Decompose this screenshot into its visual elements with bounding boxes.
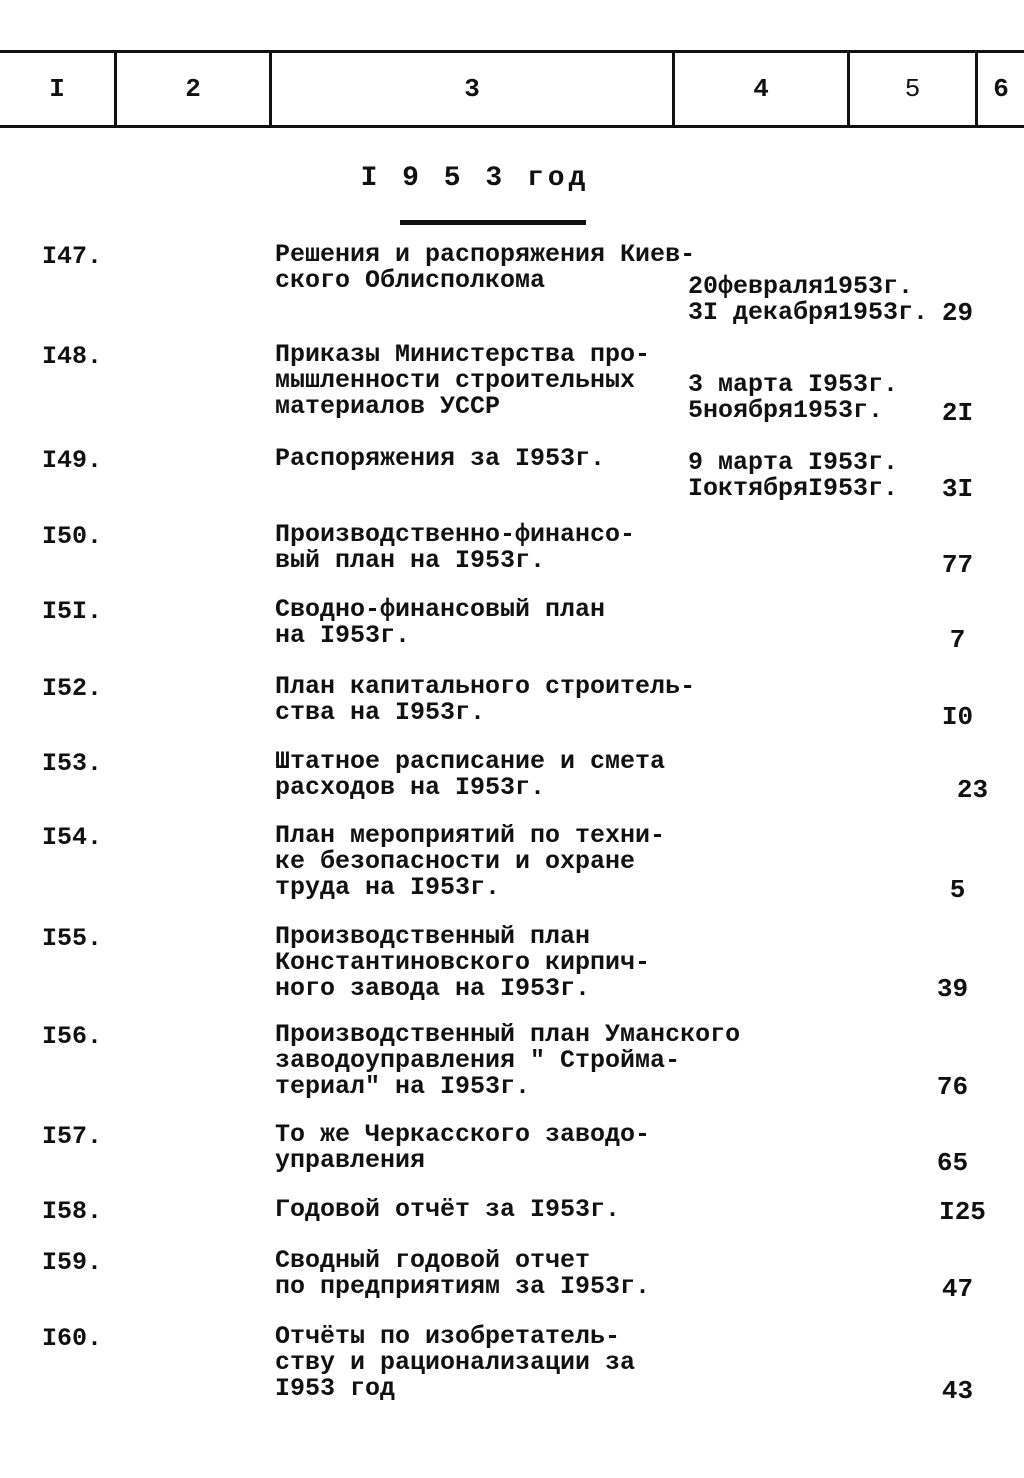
entry-dates: 9 марта I953г. IоктябряI953г. bbox=[688, 448, 899, 503]
entry-number: I5I. bbox=[42, 597, 103, 626]
entry-number: I55. bbox=[42, 924, 103, 953]
entry-title: Отчёты по изобретатель- ству и рационализации за I953 год bbox=[275, 1322, 636, 1403]
entry-sheet-count: 77 bbox=[941, 550, 974, 580]
entry-title: Приказы Министерства про- мышленности строительных материалов УССР bbox=[275, 340, 651, 421]
entry-number: I54. bbox=[42, 823, 103, 852]
entry-number: I52. bbox=[42, 674, 103, 703]
year-heading: I 9 5 3 год bbox=[360, 163, 590, 194]
entry-number: I56. bbox=[42, 1022, 103, 1051]
entry-number: I59. bbox=[42, 1248, 103, 1277]
entry-number: I58. bbox=[42, 1197, 103, 1226]
entry-title: План капитального строитель- ства на I953г. bbox=[275, 672, 696, 727]
entry-number: I49. bbox=[42, 446, 103, 475]
entry-number: I60. bbox=[42, 1324, 103, 1353]
entry-title: Сводный годовой отчет по предприятиям за I953г. bbox=[275, 1246, 651, 1301]
entry-title: Решения и распоряжения Киев- ского Облисполкома bbox=[275, 240, 696, 295]
entry-title: Производственно-финансо- вый план на I953г. bbox=[275, 520, 636, 575]
entry-title: Годовой отчёт за I953г. bbox=[275, 1195, 621, 1224]
column-header-1: I bbox=[49, 74, 65, 104]
entry-title: Штатное расписание и смета расходов на I953г. bbox=[275, 747, 666, 802]
entry-title: Производственный план Уманского заводоуправления " Стройма- териал" на I953г. bbox=[275, 1020, 741, 1101]
entry-sheet-count: 5 bbox=[949, 875, 966, 905]
entry-title: План мероприятий по техни- ке безопасности и охране труда на I953г. bbox=[275, 821, 666, 902]
entry-sheet-count: I0 bbox=[941, 702, 974, 732]
entry-dates: 3 марта I953г. 5ноября1953г. bbox=[688, 370, 899, 425]
entry-sheet-count: 2I bbox=[941, 398, 974, 428]
entry-sheet-count: 43 bbox=[941, 1376, 974, 1406]
entry-number: I48. bbox=[42, 342, 103, 371]
entry-sheet-count: 47 bbox=[941, 1274, 974, 1304]
entry-number: I47. bbox=[42, 242, 103, 271]
column-header-6: 6 bbox=[993, 74, 1009, 104]
entry-sheet-count: 76 bbox=[936, 1072, 969, 1102]
entry-sheet-count: 23 bbox=[956, 775, 989, 805]
entry-number: I50. bbox=[42, 522, 103, 551]
entry-sheet-count: 29 bbox=[941, 298, 974, 328]
entry-sheet-count: 7 bbox=[949, 625, 966, 655]
column-header-4: 4 bbox=[753, 74, 769, 104]
column-header-3: 3 bbox=[464, 74, 480, 104]
entry-number: I53. bbox=[42, 749, 103, 778]
entry-sheet-count: 65 bbox=[936, 1148, 969, 1178]
entry-dates: 20февраля1953г. 3I декабря1953г. bbox=[688, 272, 929, 327]
entry-sheet-count: 39 bbox=[936, 974, 969, 1004]
entry-number: I57. bbox=[42, 1122, 103, 1151]
entry-sheet-count: 3I bbox=[941, 474, 974, 504]
entry-title: Распоряжения за I953г. bbox=[275, 444, 606, 473]
entry-title: Производственный план Константиновского кирпич- ного завода на I953г. bbox=[275, 922, 651, 1003]
entry-title: То же Черкасского заводо- управления bbox=[275, 1120, 651, 1175]
entry-title: Сводно-финансовый план на I953г. bbox=[275, 595, 606, 650]
entry-sheet-count: I25 bbox=[939, 1197, 986, 1227]
column-header-2: 2 bbox=[185, 74, 201, 104]
column-header-row bbox=[0, 50, 1024, 128]
column-header-5: 5 bbox=[904, 74, 921, 104]
year-underline bbox=[400, 220, 586, 225]
